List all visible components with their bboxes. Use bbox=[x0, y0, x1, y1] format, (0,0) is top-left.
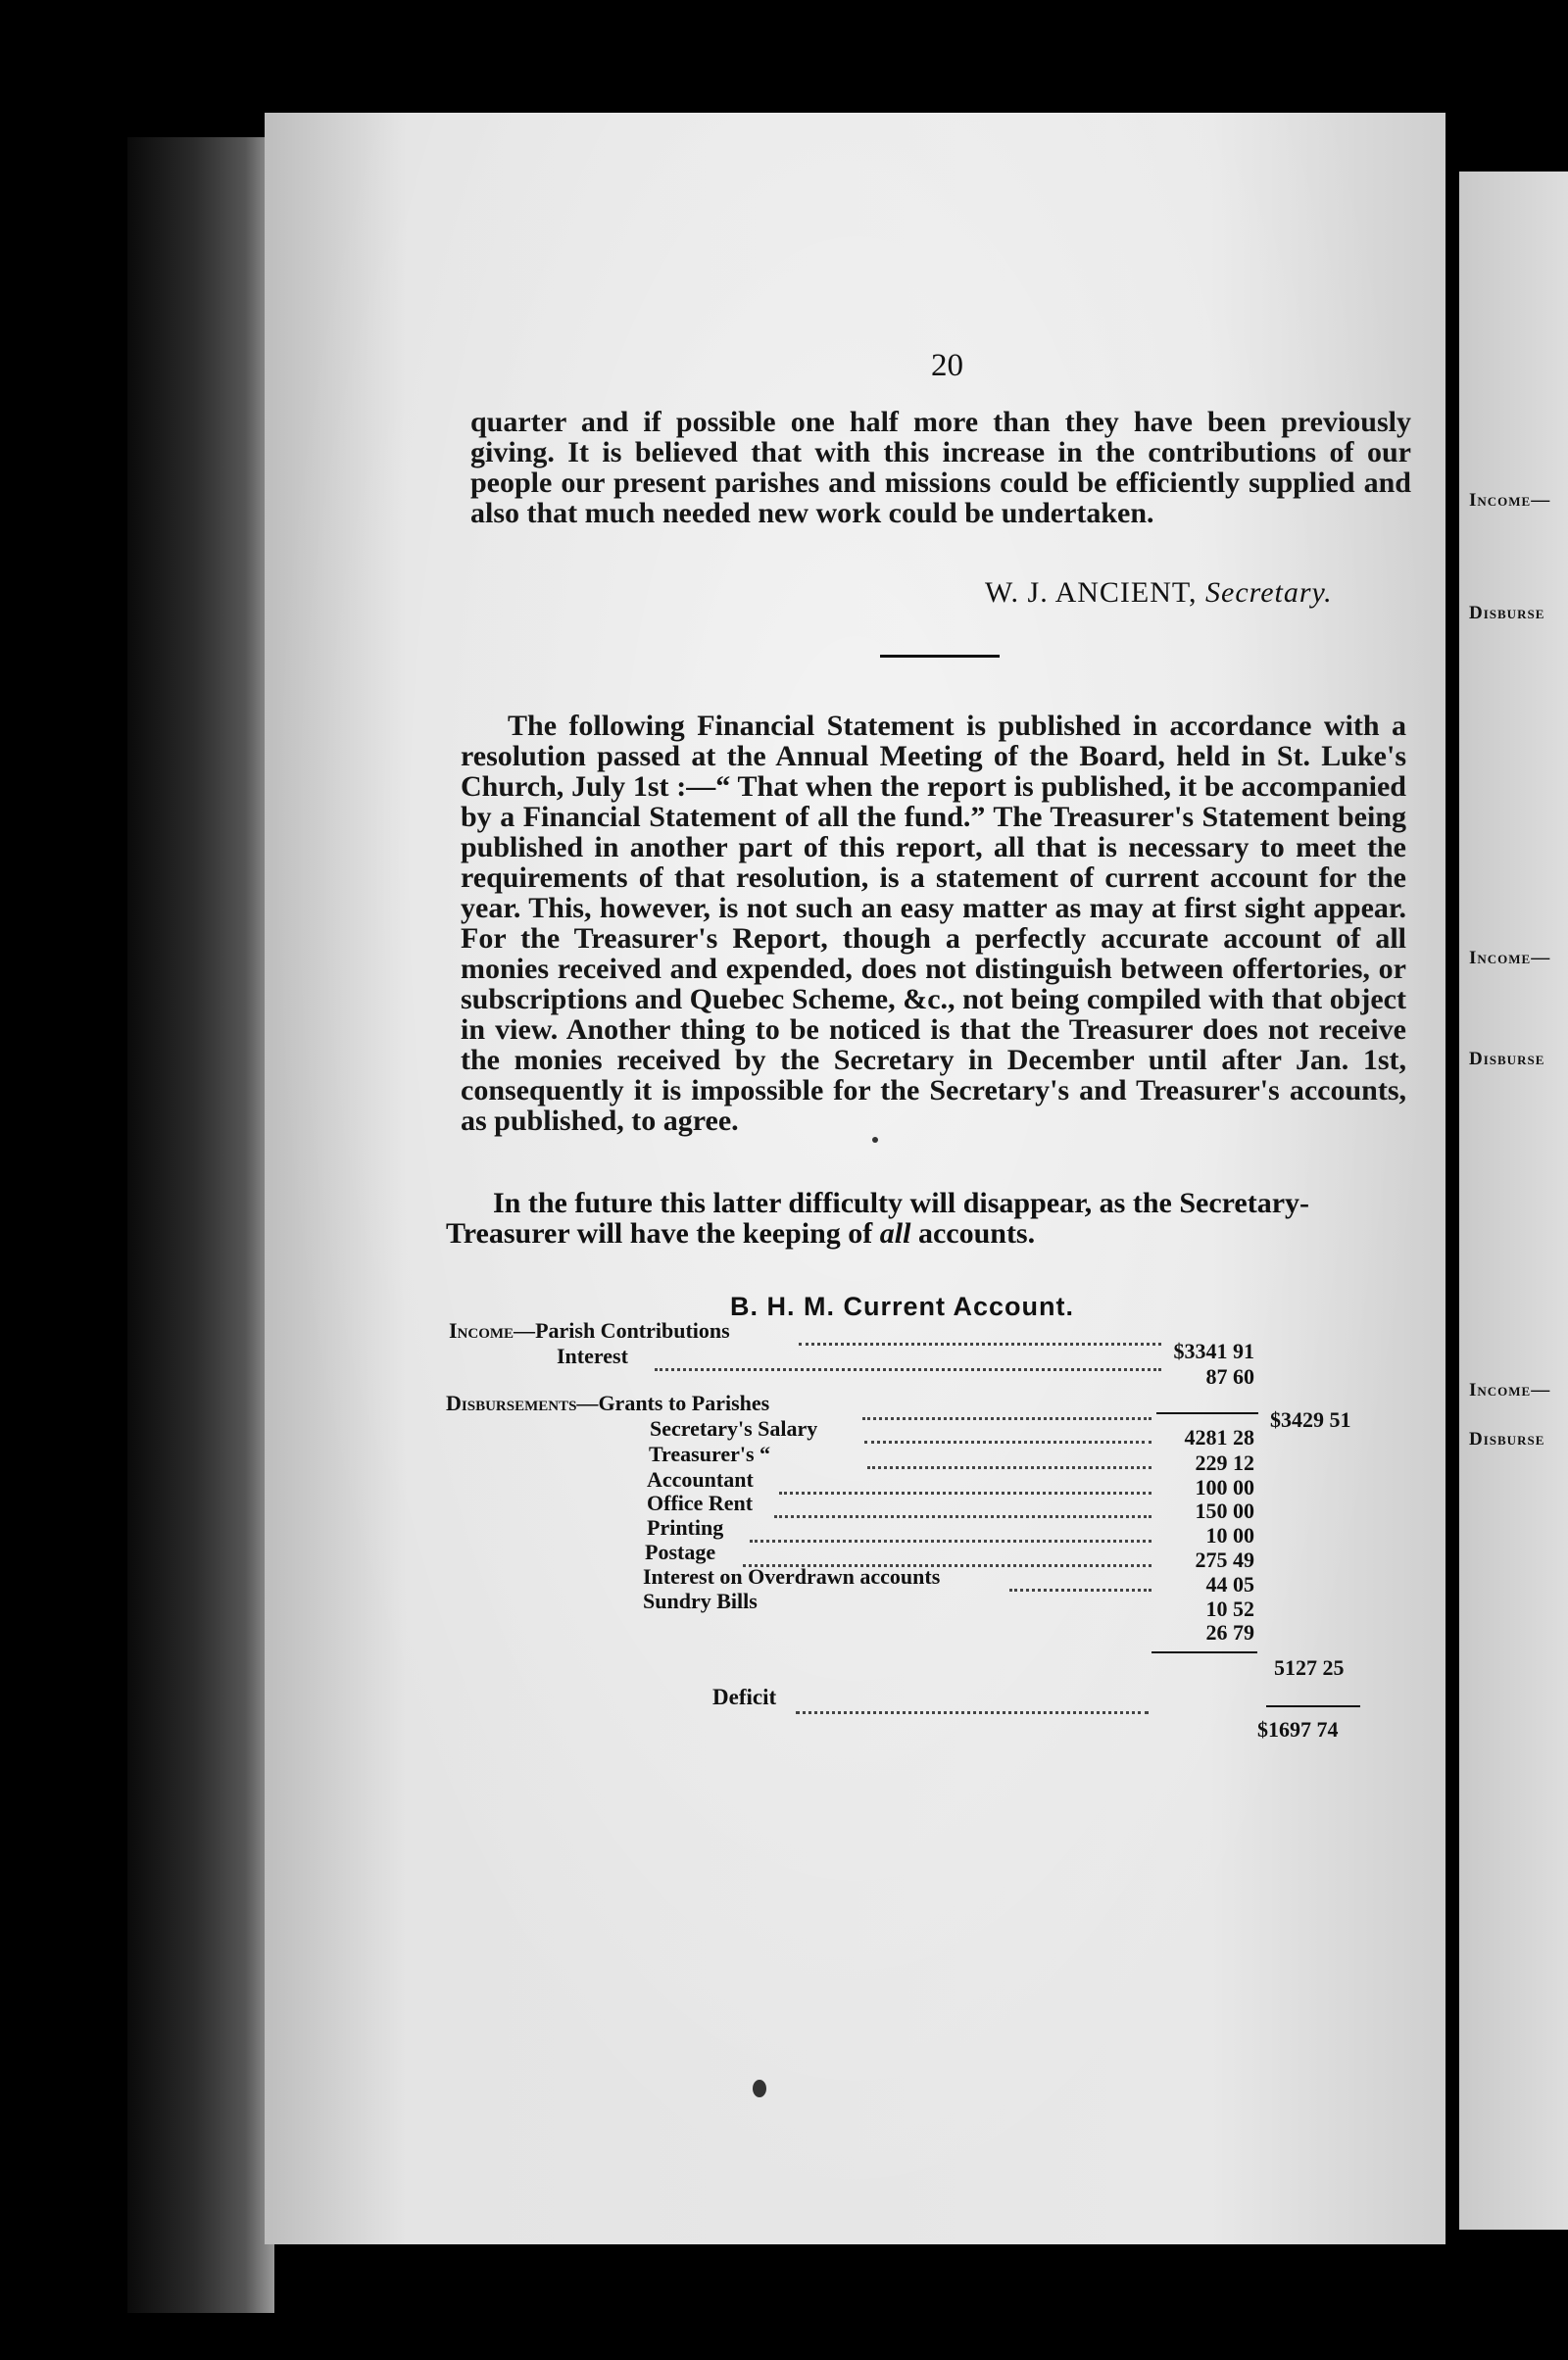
signature-title: Secretary. bbox=[1205, 576, 1333, 609]
disb-grants-amount: 4281 28 bbox=[1184, 1425, 1254, 1450]
disbursement-secretary-row bbox=[650, 1417, 817, 1441]
deficit-label: Deficit bbox=[712, 1685, 777, 1709]
ink-speck bbox=[872, 1137, 878, 1143]
disb-secretary-label: Secretary's Salary bbox=[650, 1416, 818, 1441]
leader-dots bbox=[774, 1515, 1152, 1518]
disbursements-total: 5127 25 bbox=[1274, 1655, 1345, 1680]
ink-speck bbox=[753, 2080, 766, 2097]
disb-printing-amount: 275 49 bbox=[1195, 1548, 1254, 1572]
disb-interest-amount: 10 52 bbox=[1205, 1597, 1254, 1621]
leader-dots bbox=[779, 1492, 1152, 1495]
disbursement-grants-row bbox=[446, 1392, 769, 1415]
leader-dots bbox=[799, 1343, 1161, 1346]
leader-dots bbox=[1009, 1589, 1152, 1592]
disbursement-treasurer-row bbox=[649, 1443, 770, 1466]
disb-interest-label: Interest on Overdrawn accounts bbox=[643, 1564, 941, 1589]
income-label: Income— bbox=[449, 1318, 536, 1343]
leader-dots bbox=[655, 1368, 1161, 1371]
future-paragraph-emphasis: all bbox=[879, 1217, 911, 1250]
secretary-signature bbox=[985, 576, 1333, 610]
disb-accountant-amount: 150 00 bbox=[1195, 1499, 1254, 1523]
page-number: 20 bbox=[931, 348, 963, 383]
disbursement-accountant-row bbox=[647, 1468, 754, 1492]
income-parish-row bbox=[449, 1319, 730, 1343]
income-total: $3429 51 bbox=[1270, 1407, 1351, 1432]
disb-postage-amount: 44 05 bbox=[1205, 1572, 1254, 1597]
disbursements-label: Disbursements— bbox=[446, 1391, 599, 1415]
future-paragraph bbox=[446, 1188, 1387, 1249]
disbursement-printing-row bbox=[647, 1516, 723, 1540]
deficit-row bbox=[712, 1686, 776, 1709]
leader-dots bbox=[796, 1711, 1149, 1714]
adjacent-disburse-label-1: Disburse bbox=[1469, 603, 1545, 623]
book-spine bbox=[127, 137, 274, 2313]
disb-sundry-amount: 26 79 bbox=[1205, 1620, 1254, 1645]
disbursement-sundry-row bbox=[643, 1590, 758, 1613]
income-interest-amount: 87 60 bbox=[1205, 1364, 1254, 1389]
adjacent-page-edge bbox=[1446, 172, 1568, 2230]
signature-name: W. J. ANCIENT, bbox=[985, 576, 1198, 609]
income-interest-label: Interest bbox=[557, 1344, 628, 1368]
leader-dots bbox=[867, 1466, 1152, 1469]
adjacent-income-label-1: Income— bbox=[1469, 490, 1551, 511]
disbursement-postage-row bbox=[645, 1541, 715, 1564]
deficit-rule bbox=[1266, 1705, 1360, 1707]
disb-grants-label: Grants to Parishes bbox=[598, 1391, 770, 1415]
disb-treasurer-amount: 100 00 bbox=[1195, 1475, 1254, 1500]
disbursement-rent-row bbox=[647, 1492, 753, 1515]
disb-sundry-label: Sundry Bills bbox=[643, 1589, 758, 1613]
disb-printing-label: Printing bbox=[647, 1515, 724, 1540]
adjacent-disburse-label-2: Disburse bbox=[1469, 1049, 1545, 1069]
disb-rent-label: Office Rent bbox=[647, 1491, 754, 1515]
disb-treasurer-label: Treasurer's “ bbox=[649, 1442, 771, 1466]
opening-paragraph: quarter and if possible one half more than they have been previously giving. It is believed that with this increase in the contributions of our people our present parishes and missions could be efficiently supplied and also that much needed new work could be undertaken. bbox=[470, 406, 1411, 529]
deficit-amount: $1697 74 bbox=[1257, 1717, 1339, 1742]
leader-dots bbox=[864, 1441, 1152, 1444]
adjacent-income-label-2: Income— bbox=[1469, 948, 1551, 968]
disb-accountant-label: Accountant bbox=[647, 1467, 754, 1492]
adjacent-income-label-3: Income— bbox=[1469, 1380, 1551, 1401]
leader-dots bbox=[862, 1417, 1152, 1420]
leader-dots bbox=[750, 1540, 1152, 1543]
income-parish-label: Parish Contributions bbox=[535, 1318, 730, 1343]
disb-secretary-amount: 229 12 bbox=[1195, 1450, 1254, 1475]
disb-postage-label: Postage bbox=[645, 1540, 716, 1564]
income-subtotal-rule bbox=[1156, 1412, 1258, 1414]
adjacent-disburse-label-3: Disburse bbox=[1469, 1429, 1545, 1450]
account-title: B. H. M. Current Account. bbox=[730, 1292, 1075, 1321]
disb-rent-amount: 10 00 bbox=[1205, 1523, 1254, 1548]
financial-statement-paragraph: The following Financial Statement is published in accordance with a resolution passed at the Annual Meeting of the Board, held in St. Luke's Church, July 1st :—“ That when the report is published, it be accompanied by a Financial Statement of all the fund.” The Treasurer's Statement being published in another part of this report, all that is necessary to meet the requirements of that resolution, is a statement of current account for the year. This, however, is not such an easy matter as may at first sight appear. For the Treasurer's Report, though a perfectly accurate account of all monies received and expended, does not distinguish between offertories, or subscriptions and Quebec Scheme, &c., not being compiled with that object in view. Another thing to be noticed is that the Treasurer does not receive the monies received by the Secretary in December until after Jan. 1st, consequently it is impossible for the Secretary's and Treasurer's accounts, as published, to agree. bbox=[461, 710, 1406, 1137]
future-paragraph-start: In the future this latter difficulty will disappear, as the Secretary-Treasurer will have the keeping of bbox=[446, 1187, 1310, 1250]
income-parish-amount: $3341 91 bbox=[1173, 1339, 1254, 1363]
disbursement-subtotal-rule bbox=[1152, 1651, 1257, 1653]
disbursement-interest-row bbox=[643, 1565, 940, 1589]
future-paragraph-end: accounts. bbox=[910, 1217, 1036, 1250]
income-interest-row bbox=[557, 1345, 628, 1368]
section-divider bbox=[880, 655, 1000, 658]
